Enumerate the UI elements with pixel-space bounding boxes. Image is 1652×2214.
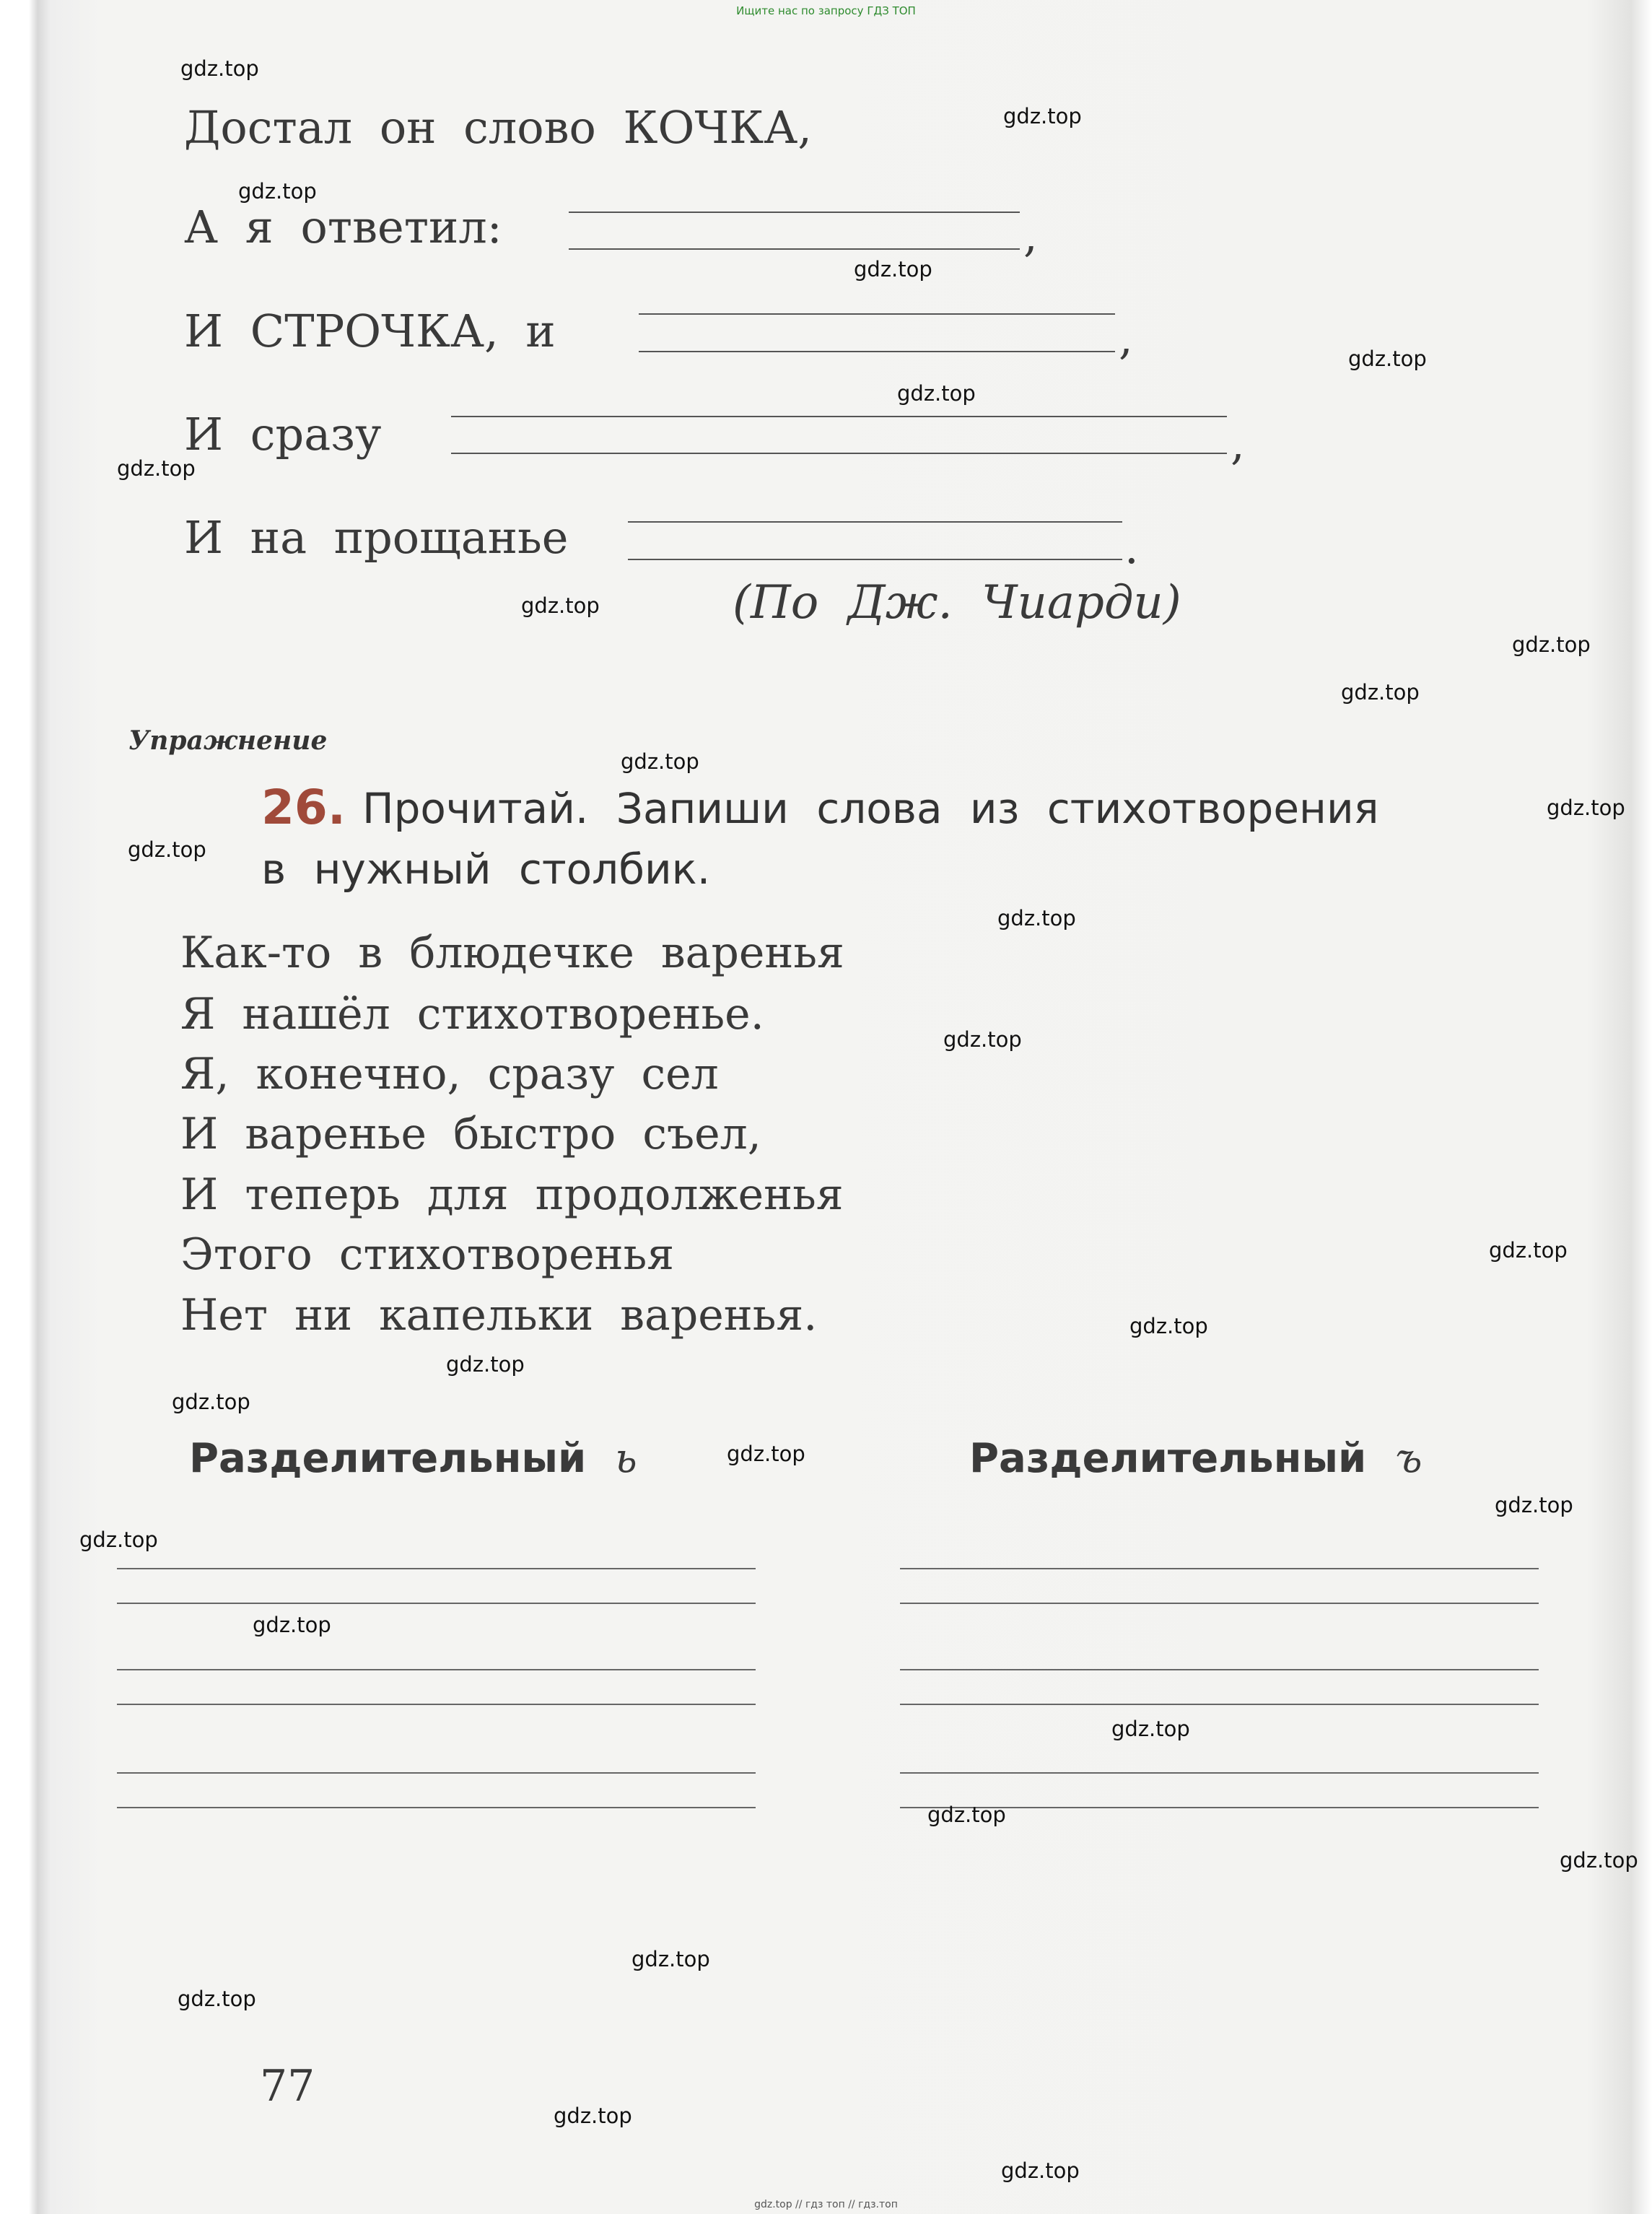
column-heading-hard-sign-title: Разделительный (969, 1435, 1367, 1482)
watermark-text: gdz.top (1512, 632, 1591, 657)
poem-line-2-comma: , (1023, 209, 1038, 262)
hard-sign-write-line[interactable] (900, 1603, 1539, 1604)
watermark-text: gdz.top (446, 1352, 525, 1377)
watermark-text: gdz.top (128, 837, 206, 862)
hard-sign-write-line[interactable] (900, 1568, 1539, 1569)
poem-line-4: И сразу (184, 408, 382, 461)
poem-line-4-comma: , (1231, 417, 1245, 470)
answer-line-2a[interactable] (569, 212, 1020, 213)
watermark-text: gdz.top (1111, 1717, 1190, 1741)
poem-line-5: И на прощанье (184, 511, 569, 564)
verse-line: Этого стихотворенья (180, 1229, 675, 1280)
watermark-text: gdz.top (172, 1390, 250, 1414)
soft-sign-write-line[interactable] (117, 1807, 756, 1808)
watermark-text: gdz.top (927, 1803, 1006, 1827)
poem-line-2: А я ответил: (184, 201, 502, 253)
watermark-text: gdz.top (521, 593, 600, 618)
answer-line-5a[interactable] (628, 521, 1122, 523)
answer-line-2b[interactable] (569, 248, 1020, 250)
poem-line-3: И СТРОЧКА, и (184, 305, 556, 357)
watermark-text: gdz.top (1547, 796, 1625, 820)
exercise-label: Упражнение (128, 725, 328, 756)
soft-sign-write-line[interactable] (117, 1568, 756, 1569)
watermark-text: gdz.top (943, 1027, 1022, 1052)
watermark-text: gdz.top (1495, 1493, 1573, 1517)
poem-line-5-period: . (1124, 521, 1139, 574)
soft-sign-write-line[interactable] (117, 1772, 756, 1774)
answer-line-5b[interactable] (628, 559, 1122, 560)
column-heading-soft-sign-title: Разделительный (189, 1435, 587, 1482)
column-heading-soft-sign (189, 1435, 637, 1482)
bottom-banner-text: gdz.top // гдз топ // гдз.топ (754, 2199, 898, 2210)
answer-line-3a[interactable] (639, 313, 1115, 315)
watermark-text: gdz.top (1003, 104, 1082, 128)
watermark-text: gdz.top (897, 381, 976, 406)
hard-sign-write-line[interactable] (900, 1772, 1539, 1774)
top-banner-text: Ищите нас по запросу ГДЗ ТОП (736, 4, 916, 17)
watermark-text: gdz.top (253, 1613, 331, 1637)
page-number: 77 (260, 2061, 315, 2111)
watermark-text: gdz.top (554, 2104, 632, 2128)
hard-sign-write-line[interactable] (900, 1704, 1539, 1705)
poem-line-1: Достал он слово КОЧКА, (184, 101, 812, 154)
column-heading-hard-sign (969, 1435, 1422, 1482)
answer-line-4a[interactable] (451, 416, 1227, 417)
hard-sign-letter: ъ (1395, 1435, 1422, 1482)
hard-sign-write-line[interactable] (900, 1669, 1539, 1670)
watermark-text: gdz.top (1560, 1848, 1638, 1873)
watermark-text: gdz.top (621, 749, 699, 774)
exercise-task-line-2: в нужный столбик. (261, 845, 711, 894)
soft-sign-write-line[interactable] (117, 1669, 756, 1670)
soft-sign-letter: ь (615, 1435, 637, 1482)
watermark-text: gdz.top (854, 257, 932, 282)
verse-line: Я, конечно, сразу сел (180, 1049, 719, 1099)
watermark-text: gdz.top (1348, 347, 1427, 371)
verse-line: Нет ни капельки варенья. (180, 1290, 818, 1341)
poem-line-3-comma: , (1119, 312, 1133, 365)
watermark-text: gdz.top (1489, 1238, 1568, 1263)
exercise-task-line-1: Прочитай. Запиши слова из стихотворения (362, 784, 1379, 833)
soft-sign-write-line[interactable] (117, 1704, 756, 1705)
watermark-text: gdz.top (1001, 2158, 1080, 2183)
exercise-number: 26. (261, 780, 346, 835)
watermark-text: gdz.top (238, 179, 317, 204)
verse-line: И варенье быстро съел, (180, 1109, 761, 1159)
watermark-text: gdz.top (1341, 680, 1420, 705)
verse-line: И теперь для продолженья (180, 1169, 844, 1220)
soft-sign-write-line[interactable] (117, 1603, 756, 1604)
watermark-text: gdz.top (727, 1442, 805, 1466)
verse-line: Как-то в блюдечке варенья (180, 928, 844, 978)
watermark-text: gdz.top (997, 906, 1076, 931)
watermark-text: gdz.top (178, 1987, 256, 2011)
watermark-text: gdz.top (631, 1947, 710, 1971)
watermark-text: gdz.top (180, 56, 259, 81)
watermark-text: gdz.top (117, 456, 196, 481)
watermark-text: gdz.top (79, 1527, 158, 1552)
poem-author: (По Дж. Чиарди) (733, 576, 1181, 629)
answer-line-4b[interactable] (451, 453, 1227, 454)
watermark-text: gdz.top (1129, 1314, 1208, 1338)
answer-line-3b[interactable] (639, 351, 1115, 352)
verse-line: Я нашёл стихотворенье. (180, 989, 764, 1040)
